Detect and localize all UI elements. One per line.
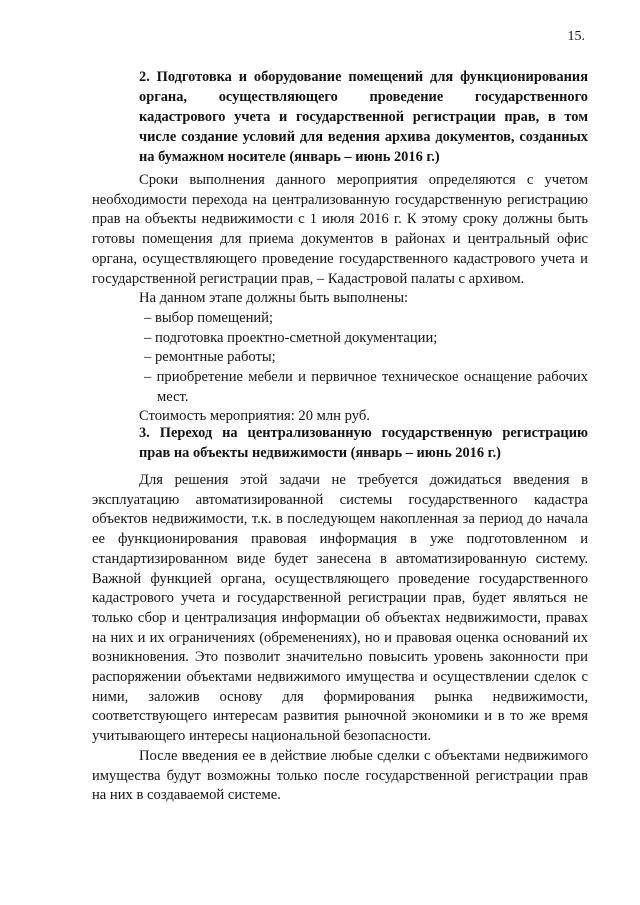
section-3-body: [92, 471, 588, 806]
section-3-paragraph-1: Для решения этой задачи не требуется дожидаться введения в эксплуатацию автоматизированной системы государственного кадастра объектов недвижимости, т.к. в последующем накопленная за период до начала ее функционирования правовая информация в уже подготовленном и стандартизированном виде будет занесена в автоматизированную систему. Важной функцией органа, осуществляющего проведение государственного кадастрового учета и государственной регистрации прав, будет являться не только сбор и централизация информации об объектах недвижимости, правах на них и их ограничениях (обременениях), но и правовая оценка оснований их возникновения. Это позволит значительно повысить уровень законности при распоряжении объектами недвижимого имущества и осуществлении сделок с ними, заложив основу для формирования рынка недвижимости, соответствующего интересам развития рыночной экономики и в то же время учитывающего интересы национальной безопасности.: [92, 472, 588, 745]
list-item: – приобретение мебели и первичное техническое оснащение рабочих мест.: [144, 369, 588, 405]
section-2-cost: Стоимость мероприятия: 20 млн руб.: [139, 408, 370, 425]
list-item: – ремонтные работы;: [144, 349, 276, 366]
section-2-paragraph: Сроки выполнения данного мероприятия определяются с учетом необходимости перехода на централизованную государственную регистрацию прав на объекты недвижимости с 1 июля 2016 г. К этому сроку должны быть готовы помещения для приема документов в районах и центральный офис органа, осуществляющего проведение государственного кадастрового учета и государственной регистрации прав, – Кадастровой палаты с архивом.: [92, 172, 588, 287]
section-3-paragraph-2: После введения ее в действие любые сделки с объектами недвижимого имущества будут возможны только после государственной регистрации прав на них в создаваемой системе.: [92, 747, 588, 804]
section-2-heading: 2. Подготовка и оборудование помещений для функционирования органа, осуществляющего проведение государственного кадастрового учета и государственной регистрации прав, в том числе создание условий для ведения архива документов, созданных на бумажном носителе (январь – июнь 2016 г.): [139, 69, 588, 165]
list-item: – подготовка проектно-сметной документации;: [144, 329, 438, 346]
page-number: 15.: [567, 29, 585, 44]
section-3-heading: 3. Переход на централизованную государственную регистрацию прав на объекты недвижимости (январь – июнь 2016 г.): [139, 425, 588, 461]
list-item: – выбор помещений;: [144, 309, 274, 326]
section-2-body: [92, 171, 588, 427]
section-2-list: [92, 309, 588, 408]
section-2-list-intro: На данном этапе должны быть выполнены:: [139, 290, 409, 307]
